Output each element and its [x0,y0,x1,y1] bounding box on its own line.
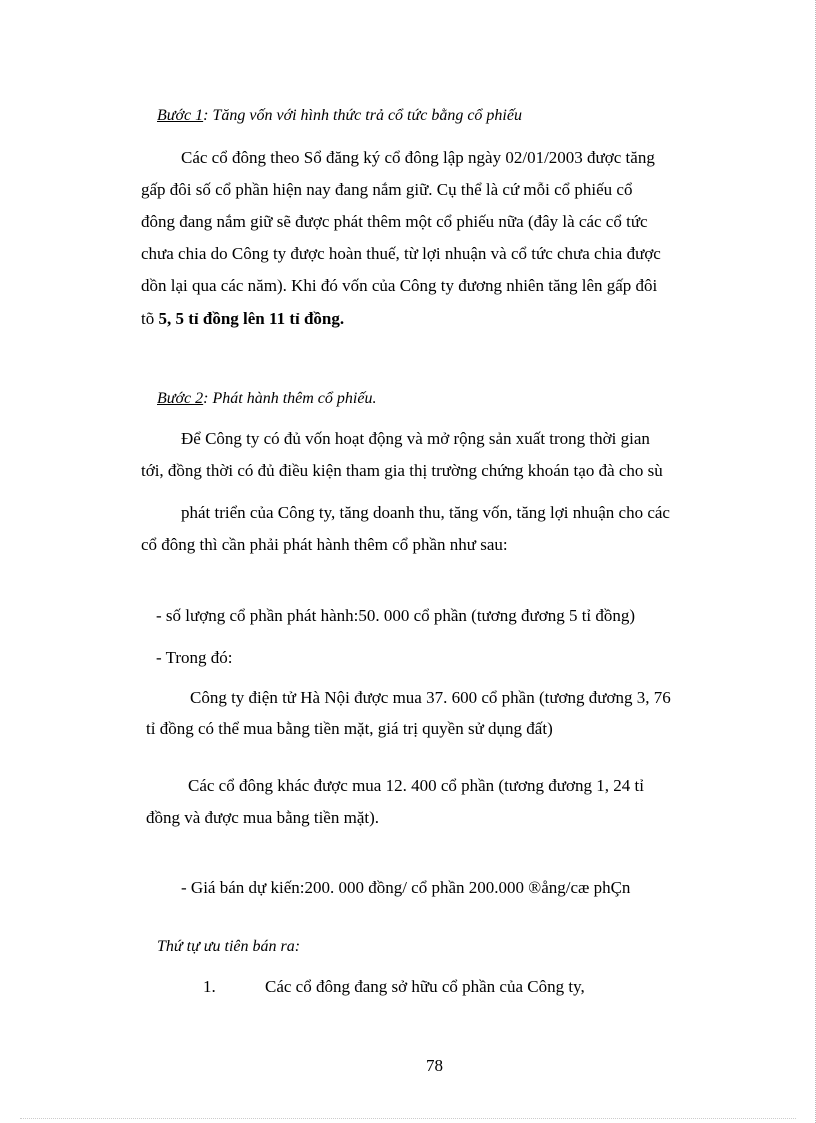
step1-line: đông đang nắm giữ sẽ được phát thêm một cổ phiếu nữa (đây là các cổ tức [141,212,648,231]
step1-highlight: 5, 5 tỉ đồng lên 11 tỉ đồng. [158,309,345,328]
step1-line: dồn lại qua các năm). Khi đó vốn của Công ty đương nhiên tăng lên gấp đôi [141,276,658,295]
step1-last-prefix: tõ [141,309,159,328]
step2-line: phát triển của Công ty, tăng doanh thu, tăng vốn, tăng lợi nhuận cho các [181,503,670,522]
step1-heading [157,106,522,126]
priority-title: Thứ tự ưu tiên bán ra: [157,938,301,955]
step2-title: : Phát hành thêm cổ phiếu. [203,390,377,407]
priority-item-text: Các cổ đông đang sở hữu cổ phần của Công ty, [265,977,585,996]
step2-label: Bước 2 [157,390,204,407]
step2-line: tới, đồng thời có đủ điều kiện tham gia thị trường chứng khoán tạo đà cho sù [141,461,663,480]
step1-label: Bước 1 [157,107,204,124]
step1-line: chưa chia do Công ty được hoàn thuế, từ lợi nhuận và cổ tức chưa chia được [141,244,661,263]
issue-hanoi-line2: tỉ đồng có thể mua bằng tiền mặt, giá trị quyền sử dụng đất) [146,719,553,738]
step1-title: : Tăng vốn với hình thức trả cổ tức bằng cổ phiếu [203,107,522,124]
page-right-border [812,0,816,1123]
page-number: 78 [426,1056,443,1075]
page-bottom-border [20,1118,796,1119]
priority-item-number: 1. [203,977,216,996]
issue-hanoi-line1: Công ty điện tử Hà Nội được mua 37. 600 cổ phần (tương đương 3, 76 [190,688,671,707]
step2-line: Để Công ty có đủ vốn hoạt động và mở rộng sản xuất trong thời gian [181,429,650,448]
step1-last-line [141,309,344,329]
issue-others-line1: Các cổ đông khác được mua 12. 400 cổ phần (tương đương 1, 24 tỉ [188,776,644,795]
step2-line: cổ đông thì cần phải phát hành thêm cổ phần như sau: [141,535,508,554]
issue-price: - Giá bán dự kiến:200. 000 đồng/ cổ phần 200.000 ®ång/cæ phÇn [181,878,631,897]
issue-among: - Trong đó: [156,648,233,667]
issue-quantity: - số lượng cổ phần phát hành:50. 000 cổ phần (tương đương 5 tỉ đồng) [156,606,636,625]
step1-line: gấp đôi số cổ phần hiện nay đang nắm giữ. Cụ thể là cứ mỗi cổ phiếu cổ [141,180,633,199]
step2-heading [157,389,376,409]
issue-others-line2: đồng và được mua bằng tiền mặt). [146,808,380,827]
step1-line: Các cổ đông theo Sổ đăng ký cổ đông lập ngày 02/01/2003 được tăng [181,148,655,167]
